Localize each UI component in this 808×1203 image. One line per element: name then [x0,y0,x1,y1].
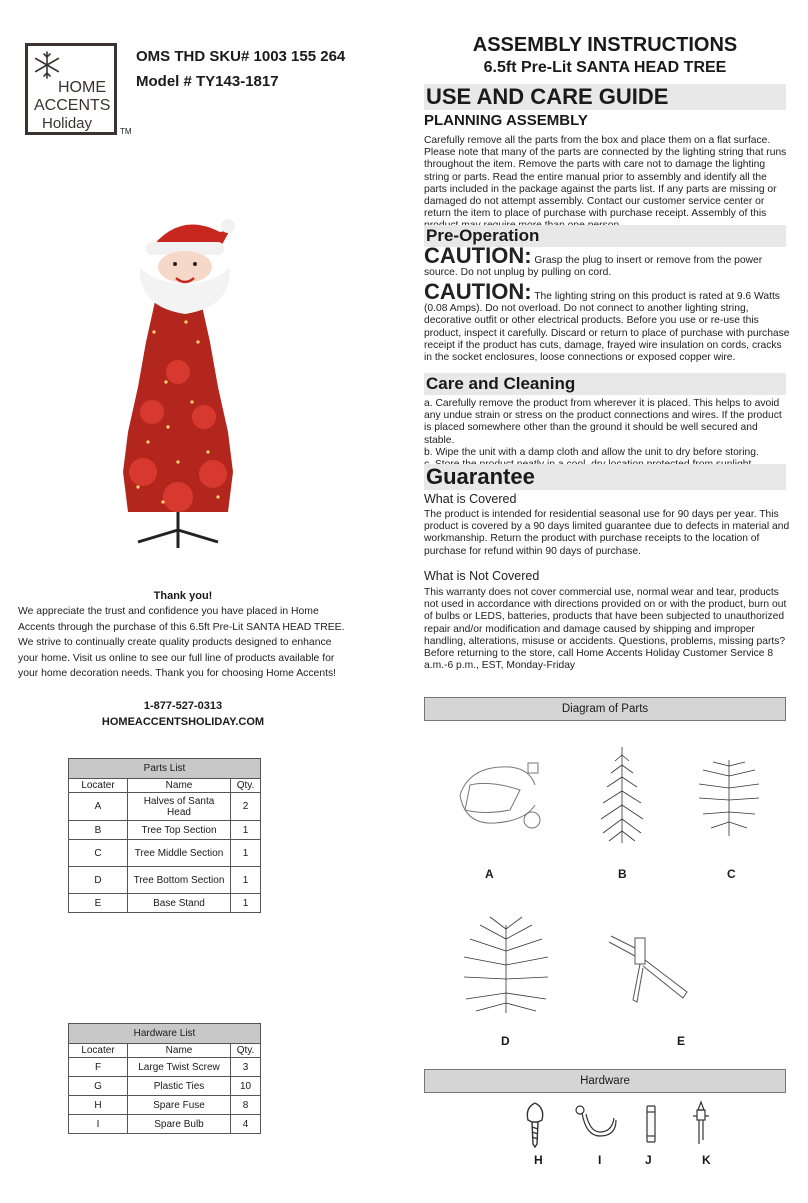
logo-line-2: ACCENTS [34,97,111,114]
table-cell: Tree Bottom Section [128,867,231,894]
table-cell: Tree Middle Section [128,840,231,867]
care-item-b: b. Wipe the unit with a damp cloth and allow the unit to dry before storing. [424,446,759,458]
table-header: Qty. [231,779,261,793]
base-stand-drawing [607,930,692,1005]
care-item-a: a. Carefully remove the product from wherever it is placed. This helps to avoid any undue strain or stress on the product connections and wires. If the product is placed somewhere other than the ground it should be well secured and stable. [424,398,782,446]
parts-list-table [68,758,261,913]
hardware-list-table [68,1023,261,1134]
hardware-label-i: I [598,1153,602,1167]
caution-2-text: The lighting string on this product is rated at 9.6 Watts (0.08 Amps). Do not overload. Do not connect to another lighting string, decorative outfit or other electrical products. Before you use or re-use this product, inspect it carefully. Discard or return to place of purchase with purchase receipt if the product has cuts, damage, frayed wire insulation on cords, cracks in the socket enclosures, loose connections or exposed copper wire. [424,291,790,364]
tree-top-section-drawing [595,745,650,845]
logo-line-1: HOME [58,79,106,96]
parts-list-caption: Parts List [69,759,261,779]
covered-heading: What is Covered [424,492,517,506]
table-cell: B [69,821,128,840]
twist-screw-drawing [522,1100,548,1148]
snowflake-icon [32,50,62,80]
caution-label: CAUTION: [424,279,532,304]
care-cleaning-heading: Care and Cleaning [424,373,786,395]
table-cell: Spare Fuse [128,1096,231,1115]
thank-you-body: We appreciate the trust and confidence you have placed in Home Accents through the purchase of this 6.5ft Pre-Lit SANTA HEAD TREE. We strive to continually create quality products designed to enhance your home. Visit us online to see our full line of products available for your home decoration needs. Thank you for choosing Home Accents! [18,606,345,679]
part-label-a: A [485,867,494,881]
logo-line-3: Holiday [42,115,93,132]
hardware-label-k: K [702,1153,711,1167]
spare-bulb-drawing [689,1100,713,1146]
table-cell: D [69,867,128,894]
table-cell: G [69,1077,128,1096]
table-cell: E [69,894,128,913]
tree-middle-section-drawing [695,758,763,838]
table-header: Locater [69,779,128,793]
table-cell: 8 [231,1096,261,1115]
table-cell: 4 [231,1115,261,1134]
hardware-bar: Hardware [424,1069,786,1093]
sku-number: OMS THD SKU# 1003 155 264 [136,48,346,65]
table-header: Qty. [231,1044,261,1058]
guarantee-heading: Guarantee [424,464,786,490]
covered-text: The product is intended for residential seasonal use for 90 days per year. This product is covered by a 90 days limited guarantee due to defects in material and workmanship. Return the product with purchase receipts to the location of purchase for refund within 90 days of purchase. [424,509,790,557]
table-header: Name [128,779,231,793]
santa-tree-photo [68,212,284,552]
caution-1-text: Grasp the plug to insert or remove from the power source. Do not unplug by pulling on cord. [424,255,763,279]
phone-number: 1-877-527-0313 [143,700,223,712]
document-title: ASSEMBLY INSTRUCTIONS [472,34,738,56]
caution-1 [424,243,790,279]
table-cell: Tree Top Section [128,821,231,840]
thank-you-title: Thank you! [153,590,213,602]
table-cell: 10 [231,1077,261,1096]
table-cell: Halves of Santa Head [128,793,231,821]
pre-operation-heading: Pre-Operation [424,225,786,247]
table-cell: F [69,1058,128,1077]
plastic-tie-drawing [572,1102,620,1142]
caution-label: CAUTION: [424,243,532,268]
part-label-e: E [677,1034,686,1048]
table-cell: H [69,1096,128,1115]
caution-2 [424,279,790,364]
table-cell: 2 [231,793,261,821]
document-subtitle: 6.5ft Pre-Lit SANTA HEAD TREE [483,59,727,76]
model-number: Model # TY143-1817 [136,73,279,90]
hardware-list-caption: Hardware List [69,1024,261,1044]
trademark: TM [120,127,132,136]
diagram-of-parts-bar: Diagram of Parts [424,697,786,721]
home-accents-logo [25,43,117,135]
use-care-heading: USE AND CARE GUIDE [424,84,786,110]
part-label-b: B [618,867,627,881]
planning-text: Carefully remove all the parts from the box and place them on a flat surface. Please note that many of the parts are connected by the lighting string that runs throughout the item. Remove the parts with care not to damage the lighting string or parts. Read the entire manual prior to assembly and identify all the parts included in the package against the parts list. If any parts are missing or damaged do not attempt assembly. Contact our customer service center or return the item to place of purchase with purchase receipt. Assembly of this [424,135,787,220]
table-cell: 1 [231,821,261,840]
spare-fuse-drawing [643,1104,659,1144]
santa-head-halves-drawing [450,755,550,835]
table-cell: Spare Bulb [128,1115,231,1134]
table-cell: C [69,840,128,867]
planning-heading: PLANNING ASSEMBLY [424,112,588,129]
part-label-d: D [501,1034,510,1048]
table-header: Name [128,1044,231,1058]
table-cell: 1 [231,840,261,867]
not-covered-heading: What is Not Covered [424,569,540,583]
table-cell: 3 [231,1058,261,1077]
hardware-label-j: J [645,1153,652,1167]
table-header: Locater [69,1044,128,1058]
table-cell: I [69,1115,128,1134]
table-cell: Plastic Ties [128,1077,231,1096]
part-label-c: C [727,867,736,881]
table-cell: 1 [231,894,261,913]
care-text [424,398,790,471]
tree-bottom-section-drawing [460,915,552,1015]
table-cell: Base Stand [128,894,231,913]
table-cell: Large Twist Screw [128,1058,231,1077]
hardware-label-h: H [534,1153,543,1167]
not-covered-text: This warranty does not cover commercial use, normal wear and tear, products not used in accordance with directions provided on or with the product, burn out of bulbs or LEDS, batteries, products that have been subjected to unauthorized repair and/or modification and damage caused by shipping and improper handling, alterations, misuse or accidents. Questions, problems, missing parts? Before returning to the store, call Home Accents Holiday Customer Service 8 a.m.-6 p.m., EST, Monday-Friday [424,587,787,672]
website: HOMEACCENTSHOLIDAY.COM [101,716,265,728]
table-cell: A [69,793,128,821]
table-cell: 1 [231,867,261,894]
